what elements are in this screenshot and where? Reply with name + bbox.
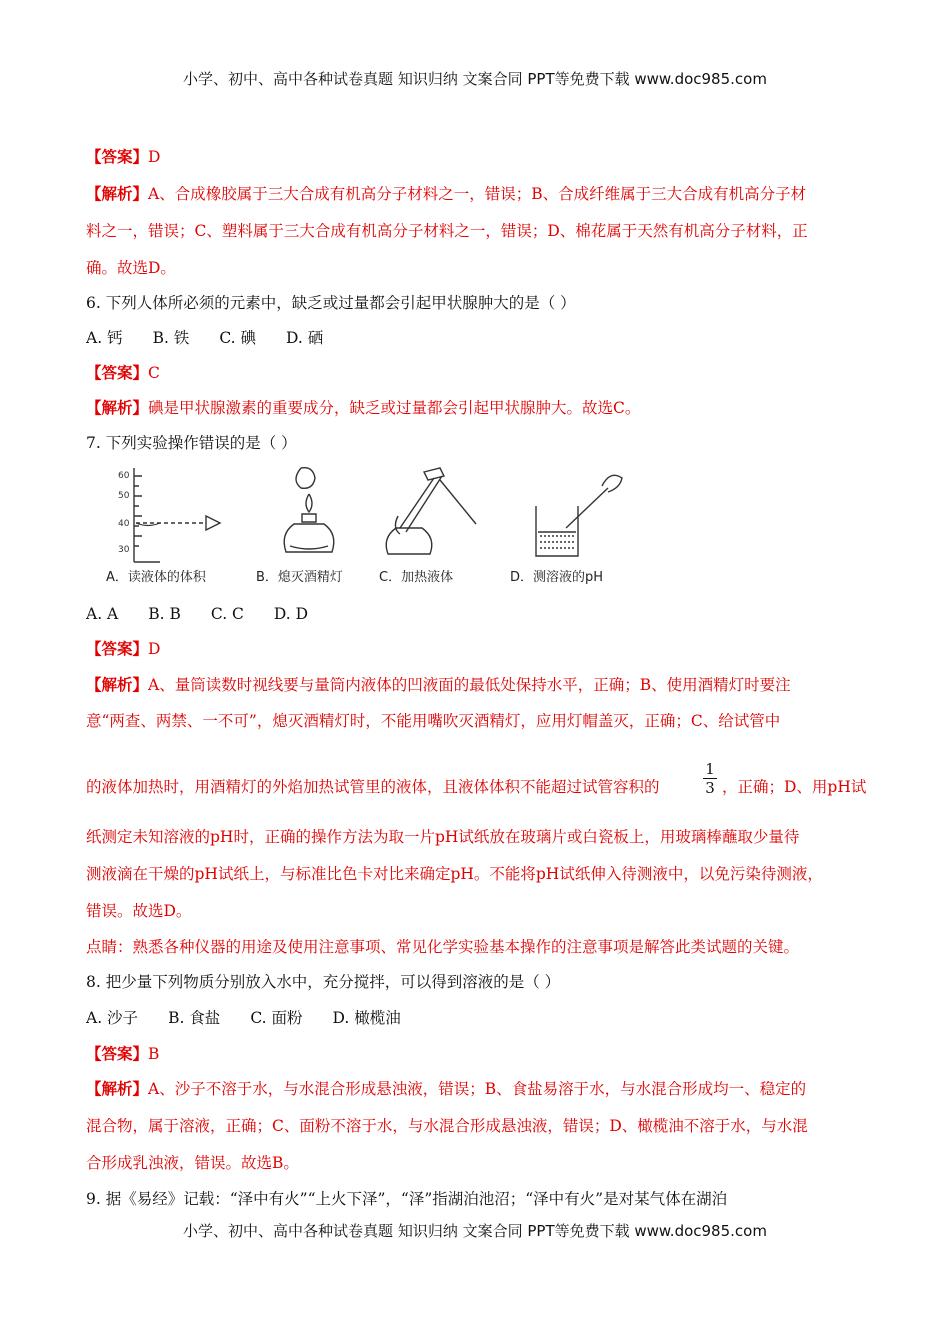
option-b: B. 食盐: [168, 1009, 221, 1027]
q7-analysis-line-4: 纸测定未知溶液的pH时，正确的操作方法为取一片pH试纸放在玻璃片或白瓷板上，用玻璃棒蘸取少量待: [86, 828, 800, 846]
q7-analysis-line-3: 的液体加热时，用酒精灯的外焰加热试管里的液体，且液体体积不能超过试管容积的: [86, 778, 660, 796]
answer-tag: 【答案】: [86, 147, 149, 166]
q8-analysis-line-2: 混合物，属于溶液，正确；C、面粉不溶于水，与水混合形成悬浊液，错误；D、橄榄油不溶于水，与水混: [86, 1117, 808, 1135]
q7-tip: 点睛：熟悉各种仪器的用途及使用注意事项、常见化学实验基本操作的注意事项是解答此类试题的关键。: [86, 938, 800, 956]
q7-analysis-line-6: 错误。故选D。: [86, 902, 192, 920]
q9-stem: 9. 据《易经》记载：“泽中有火”“上火下泽”，“泽”指湖泊池沼；“泽中有火”是对某气体在湖泊: [86, 1190, 728, 1208]
q6-stem: 6. 下列人体所必须的元素中，缺乏或过量都会引起甲状腺肿大的是（ ）: [86, 294, 576, 312]
option-d: D. 硒: [285, 329, 324, 347]
option-b: B. 铁: [152, 329, 190, 347]
q7-stem: 7. 下列实验操作错误的是（ ）: [86, 434, 297, 452]
q7-analysis-line-5: 测液滴在干燥的pH试纸上，与标准比色卡对比来确定pH。不能将pH试纸伸入待测液中，以免污染待测液，: [86, 865, 823, 883]
q7-analysis-line-2: 意“两查、两禁、一不可”，熄灭酒精灯时，不能用嘴吹灭酒精灯，应用灯帽盖灭，正确；C、给试管中: [86, 712, 781, 730]
q8-options: [86, 1007, 886, 1029]
option-b: B. B: [148, 605, 181, 623]
option-a: A. 沙子: [86, 1009, 139, 1027]
page-header: 小学、初中、高中各种试卷真题 知识归纳 文案合同 PPT等免费下载 www.doc985.com: [183, 70, 767, 88]
fraction-one-third: $\frac{1}{3}$: [703, 760, 717, 797]
option-a: A. A: [86, 605, 119, 623]
test-tube-heating-icon: [386, 468, 476, 554]
q8-analysis-line-1: 【解析】A、沙子不溶于水，与水混合形成悬浊液，错误；B、食盐易溶于水，与水混合形成均一、稳定的: [86, 1079, 807, 1098]
q5-analysis-line-1: 【解析】A、合成橡胶属于三大合成有机高分子材料之一，错误；B、合成纤维属于三大合成有机高分子材: [86, 184, 807, 203]
scale-label: 30: [118, 545, 130, 555]
graduated-cylinder-icon: [134, 468, 220, 562]
q8-stem: 8. 把少量下列物质分别放入水中，充分搅拌，可以得到溶液的是（ ）: [86, 973, 561, 991]
q7-analysis-line-3-tail: ，正确；D、用pH试: [722, 778, 867, 796]
option-a: A. 钙: [86, 329, 123, 347]
q7-analysis-line-1: 【解析】A、量筒读数时视线要与量筒内液体的凹液面的最低处保持水平，正确；B、使用酒精灯时要注: [86, 675, 791, 694]
q5-analysis-line-3: 确。故选D。: [86, 259, 176, 277]
option-c: C. C: [210, 605, 244, 623]
q6-analysis: 【解析】碘是甲状腺激素的重要成分，缺乏或过量都会引起甲状腺肿大。故选C。: [86, 398, 641, 417]
scale-label: 50: [118, 491, 130, 501]
scale-label: 60: [118, 471, 130, 481]
caption-c: C．加热液体: [379, 570, 454, 585]
option-d: D. D: [273, 605, 309, 623]
option-c: C. 碘: [219, 329, 256, 347]
caption-b: B．熄灭酒精灯: [256, 570, 343, 585]
q5-analysis-line-2: 料之一，错误；C、塑料属于三大合成有机高分子材料之一，错误；D、棉花属于天然有机高分子材料，正: [86, 222, 808, 240]
answer-value: D: [148, 148, 161, 166]
page-footer: 小学、初中、高中各种试卷真题 知识归纳 文案合同 PPT等免费下载 www.doc985.com: [183, 1222, 767, 1240]
q6-answer: 【答案】C: [86, 363, 160, 382]
caption-a: A．读液体的体积: [106, 570, 206, 585]
q7-figure: [96, 466, 636, 596]
q7-options: [86, 603, 886, 625]
alcohol-lamp-icon: [284, 468, 334, 552]
caption-d: D．测溶液的pH: [510, 570, 604, 585]
q7-answer: 【答案】D: [86, 639, 161, 658]
lab-operations-drawing: [96, 466, 636, 566]
option-c: C. 面粉: [250, 1009, 303, 1027]
analysis-tag: 【解析】: [86, 184, 149, 203]
q5-answer: [86, 146, 886, 168]
q8-answer: 【答案】B: [86, 1044, 160, 1063]
option-d: D. 橄榄油: [332, 1009, 401, 1027]
q6-options: [86, 327, 886, 349]
q8-analysis-line-3: 合形成乳浊液，错误。故选B。: [86, 1154, 299, 1172]
scale-label: 40: [118, 519, 130, 529]
ph-test-icon: [536, 475, 622, 556]
